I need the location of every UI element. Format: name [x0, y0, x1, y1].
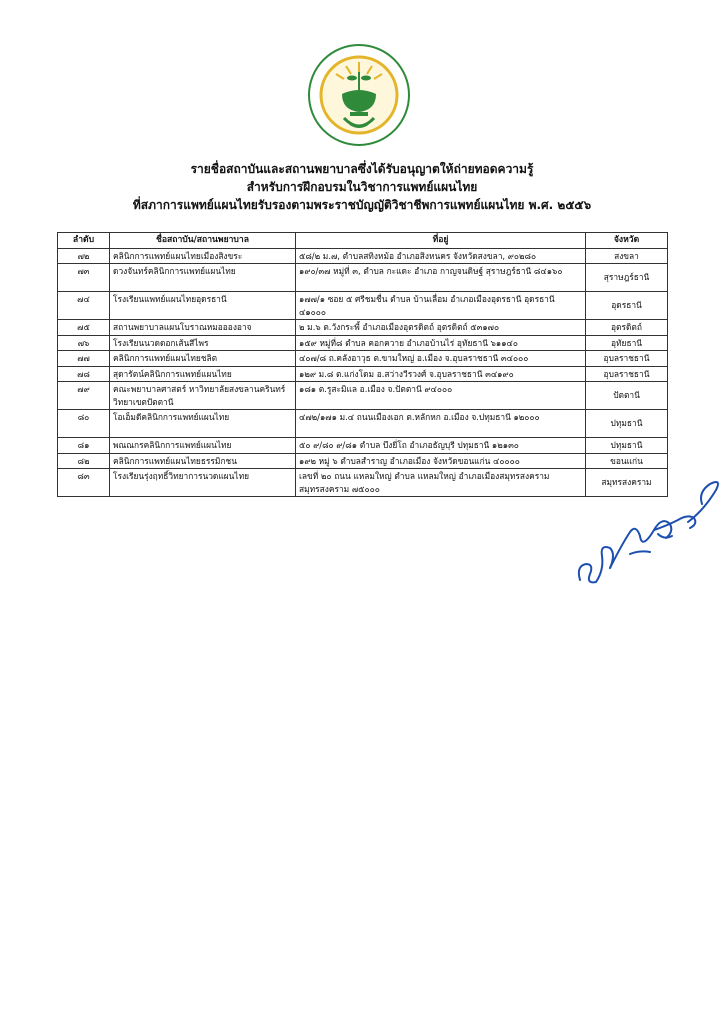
institution-address: ๒ ม.๖ ต.วังกระพี้ อำเภอเมืองอุตรดิตถ์ อุตรดิตถ์ ๕๓๑๗๐: [296, 320, 586, 336]
table-row: [58, 351, 668, 367]
institution-address: ๕๘/๒ ม.๗, ตำบลสทิงหม้อ อำเภอสิงหนคร จังหวัดสงขลา, ๙๐๒๘๐: [296, 248, 586, 264]
document-titles: [0, 160, 724, 214]
row-number: ๗๗: [58, 351, 110, 367]
title-line-3: ที่สภาการแพทย์แผนไทยรับรองตามพระราชบัญญัติวิชาชีพการแพทย์แผนไทย พ.ศ. ๒๕๕๖: [132, 198, 592, 212]
row-number: ๘๑: [58, 438, 110, 454]
institution-name: โรงเรียนรุ่งฤทธิ์วิทยาการนวดแผนไทย: [110, 469, 296, 497]
table-row: [58, 438, 668, 454]
row-number: ๗๖: [58, 335, 110, 351]
table-row: [58, 292, 668, 320]
province-name: ปทุมธานี: [586, 410, 668, 438]
institution-address: ๑๗๗/๑ ซอย ๕ ศรีชมชื่น ตำบล บ้านเลื่อม อำเภอเมืองอุดรธานี อุดรธานี ๔๑๐๐๐: [296, 292, 586, 320]
column-header: ลำดับ: [58, 233, 110, 249]
institution-name: คลินิกการแพทย์แผนไทยธรรมิกชน: [110, 453, 296, 469]
table-row: [58, 382, 668, 410]
institution-address: ๔๗๒/๑๗๑ ม.๔ ถนนเมืองเอก ต.หลักหก อ.เมือง จ.ปทุมธานี ๑๒๐๐๐: [296, 410, 586, 438]
province-name: อุตรดิตถ์: [586, 320, 668, 336]
column-header: จังหวัด: [586, 233, 668, 249]
institution-name: โอเอ็มดีคลินิกการแพทย์แผนไทย: [110, 410, 296, 438]
table-row: [58, 264, 668, 292]
institution-address: ๑๘๑ ต.รูสะมิแล อ.เมือง จ.ปัตตานี ๙๔๐๐๐: [296, 382, 586, 410]
province-name: ปัตตานี: [586, 382, 668, 410]
row-number: ๗๕: [58, 320, 110, 336]
row-number: ๘๓: [58, 469, 110, 497]
province-name: ปทุมธานี: [586, 438, 668, 454]
table-body: [58, 248, 668, 497]
institution-name: โรงเรียนแพทย์แผนไทยอุดรธานี: [110, 292, 296, 320]
province-name: สงขลา: [586, 248, 668, 264]
table-row: [58, 335, 668, 351]
institution-name: คลินิกการแพทย์แผนไทยชลิต: [110, 351, 296, 367]
table-row: [58, 366, 668, 382]
institution-name: คณะพยาบาลศาสตร์ หาวิทยาลัยสงขลานครินทร์ วิทยาเขตปัตตานี: [110, 382, 296, 410]
table-header-row: [58, 233, 668, 249]
institution-name: สุดารัตน์คลินิกการแพทย์แผนไทย: [110, 366, 296, 382]
institution-name: โรงเรียนนวดดอกเส้นสีไพร: [110, 335, 296, 351]
row-number: ๘๐: [58, 410, 110, 438]
institution-name: สถานพยาบาลแผนโบราณหมออองอาจ: [110, 320, 296, 336]
institution-name: พณณกรคลินิกการแพทย์แผนไทย: [110, 438, 296, 454]
table-row: [58, 453, 668, 469]
title-line-1: รายชื่อสถาบันและสถานพยาบาลซึ่งได้รับอนุญาตให้ถ่ายทอดความรู้: [190, 162, 534, 176]
council-logo: [306, 42, 412, 148]
row-number: ๘๒: [58, 453, 110, 469]
handwritten-signature: [570, 470, 724, 600]
institution-table: [57, 232, 668, 497]
institution-address: เลขที่ ๒๐ ถนน แหลมใหญ่ ตำบล แหลมใหญ่ อำเภอเมืองสมุทรสงคราม สมุทรสงคราม ๗๕๐๐๐: [296, 469, 586, 497]
province-name: สมุทรสงคราม: [586, 469, 668, 497]
row-number: ๗๒: [58, 248, 110, 264]
column-header: ที่อยู่: [296, 233, 586, 249]
row-number: ๗๔: [58, 292, 110, 320]
institution-address: ๔๐๗/๘ ถ.คลังอาวุธ ต.ขามใหญ่ อ.เมือง จ.อุบลราชธานี ๓๔๐๐๐: [296, 351, 586, 367]
province-name: อุบลราชธานี: [586, 366, 668, 382]
institution-name: ดวงจันทร์คลินิกการแพทย์แผนไทย: [110, 264, 296, 292]
table-row: [58, 320, 668, 336]
province-name: อุดรธานี: [586, 292, 668, 320]
title-line-2: สำหรับการฝึกอบรมในวิชาการแพทย์แผนไทย: [246, 180, 478, 194]
table-row: [58, 410, 668, 438]
row-number: ๗๙: [58, 382, 110, 410]
province-name: ขอนแก่น: [586, 453, 668, 469]
row-number: ๗๘: [58, 366, 110, 382]
institution-name: คลินิกการแพทย์แผนไทยเมืองสิงขระ: [110, 248, 296, 264]
institution-address: ๑๙๒ หมู่ ๖ ตำบลสำราญ อำเภอเมือง จังหวัดขอนแก่น ๔๐๐๐๐: [296, 453, 586, 469]
institution-address: ๑๒๙ ม.๘ ต.แก่งโดม อ.สว่างวีรวงศ์ จ.อุบลราชธานี ๓๔๑๙๐: [296, 366, 586, 382]
institution-address: ๑๙๐/๓๗ หมู่ที่ ๓, ตำบล กะแดะ อำเภอ กาญจนดิษฐ์ สุราษฎร์ธานี ๘๔๑๖๐: [296, 264, 586, 292]
institution-address: ๑๕๙ หมู่ที่๘ ตำบล คอกควาย อำเภอบ้านไร่ อุทัยธานี ๖๑๑๔๐: [296, 335, 586, 351]
institution-address: ๕๐ ๙/๘๐ ๙/๘๑ ตำบล บึงยี่โถ อำเภอธัญบุรี ปทุมธานี ๑๒๑๓๐: [296, 438, 586, 454]
province-name: อุบลราชธานี: [586, 351, 668, 367]
column-header: ชื่อสถาบัน/สถานพยาบาล: [110, 233, 296, 249]
province-name: อุทัยธานี: [586, 335, 668, 351]
province-name: สุราษฎร์ธานี: [586, 264, 668, 292]
row-number: ๗๓: [58, 264, 110, 292]
table-row: [58, 248, 668, 264]
